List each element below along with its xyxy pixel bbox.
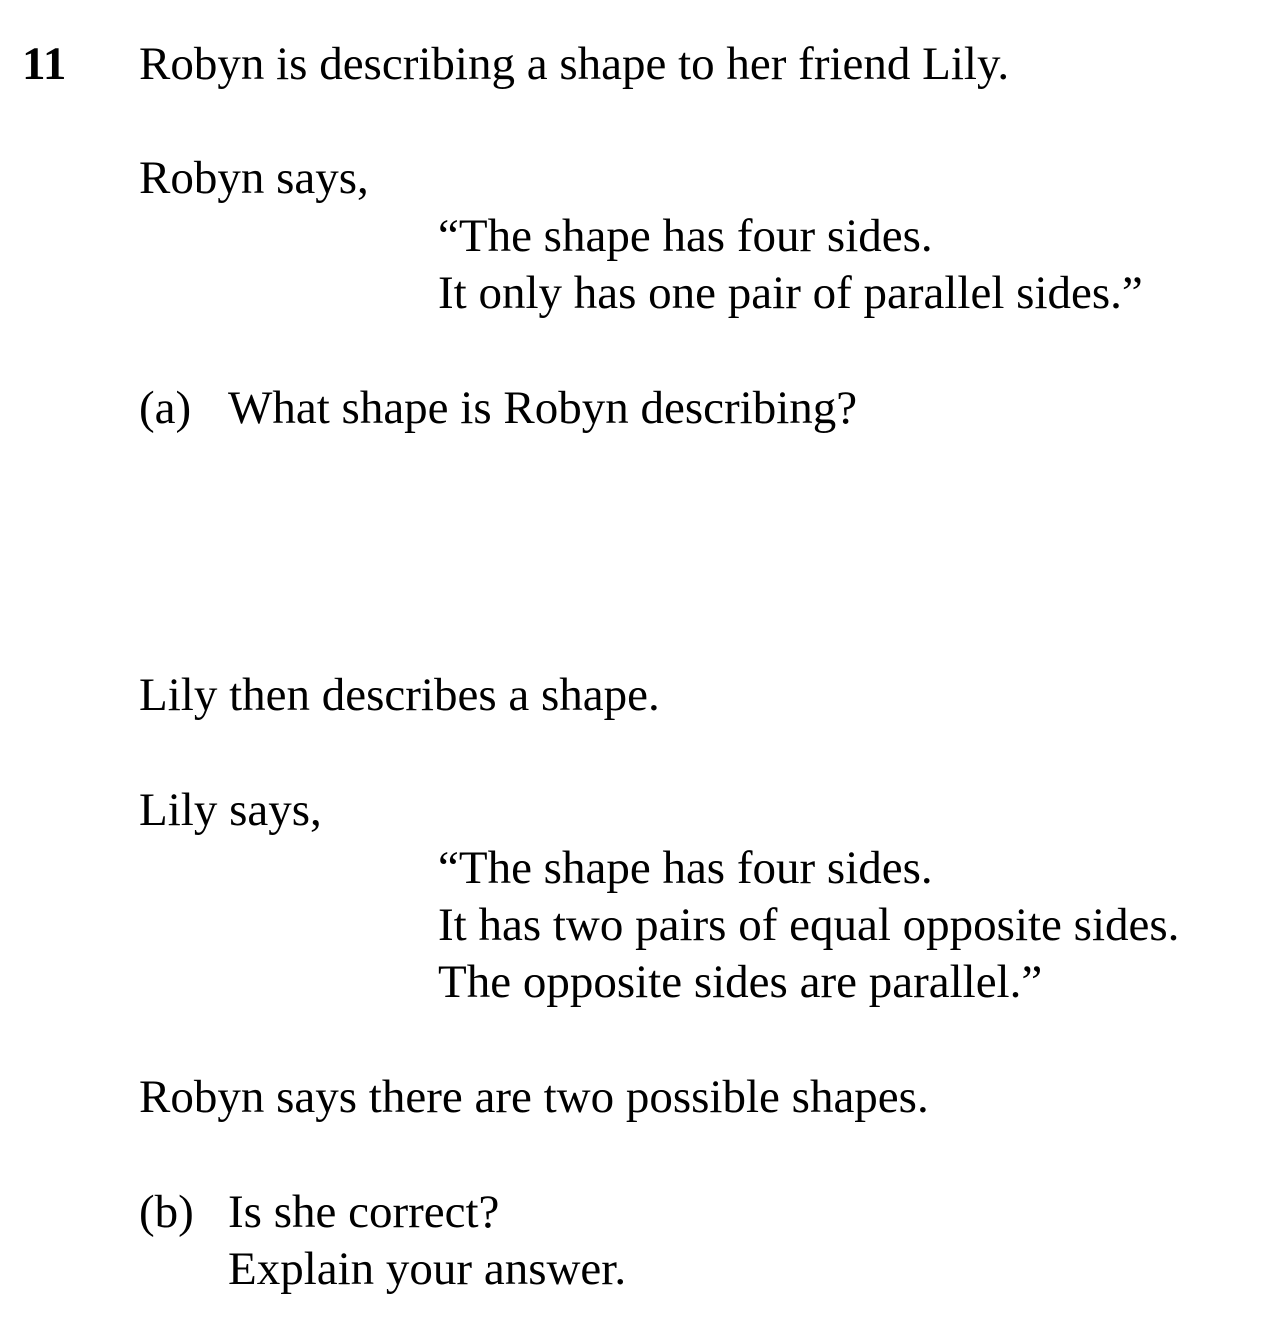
robyn-claim-text: Robyn says there are two possible shapes. [139,1071,929,1123]
lily-quote-line-3: The opposite sides are parallel.” [438,956,1043,1008]
question-number: 11 [22,38,67,90]
lily-quote-line-2: It has two pairs of equal opposite sides. [438,899,1180,951]
intro-text: Robyn is describing a shape to her friend Lily. [139,38,1010,90]
lily-quote-line-1: “The shape has four sides. [438,842,933,894]
part-b-label: (b) [139,1186,194,1238]
part-b-question-line-2: Explain your answer. [228,1243,627,1295]
part-b-question-line-1: Is she correct? [228,1186,500,1238]
part-a-question: What shape is Robyn describing? [228,382,858,434]
robyn-quote-line-1: “The shape has four sides. [438,210,933,262]
part-a-label: (a) [139,382,192,434]
robyn-quote-line-2: It only has one pair of parallel sides.” [438,267,1143,319]
lily-intro-text: Lily then describes a shape. [139,669,660,721]
robyn-says-label: Robyn says, [139,152,369,204]
lily-says-label: Lily says, [139,784,322,836]
